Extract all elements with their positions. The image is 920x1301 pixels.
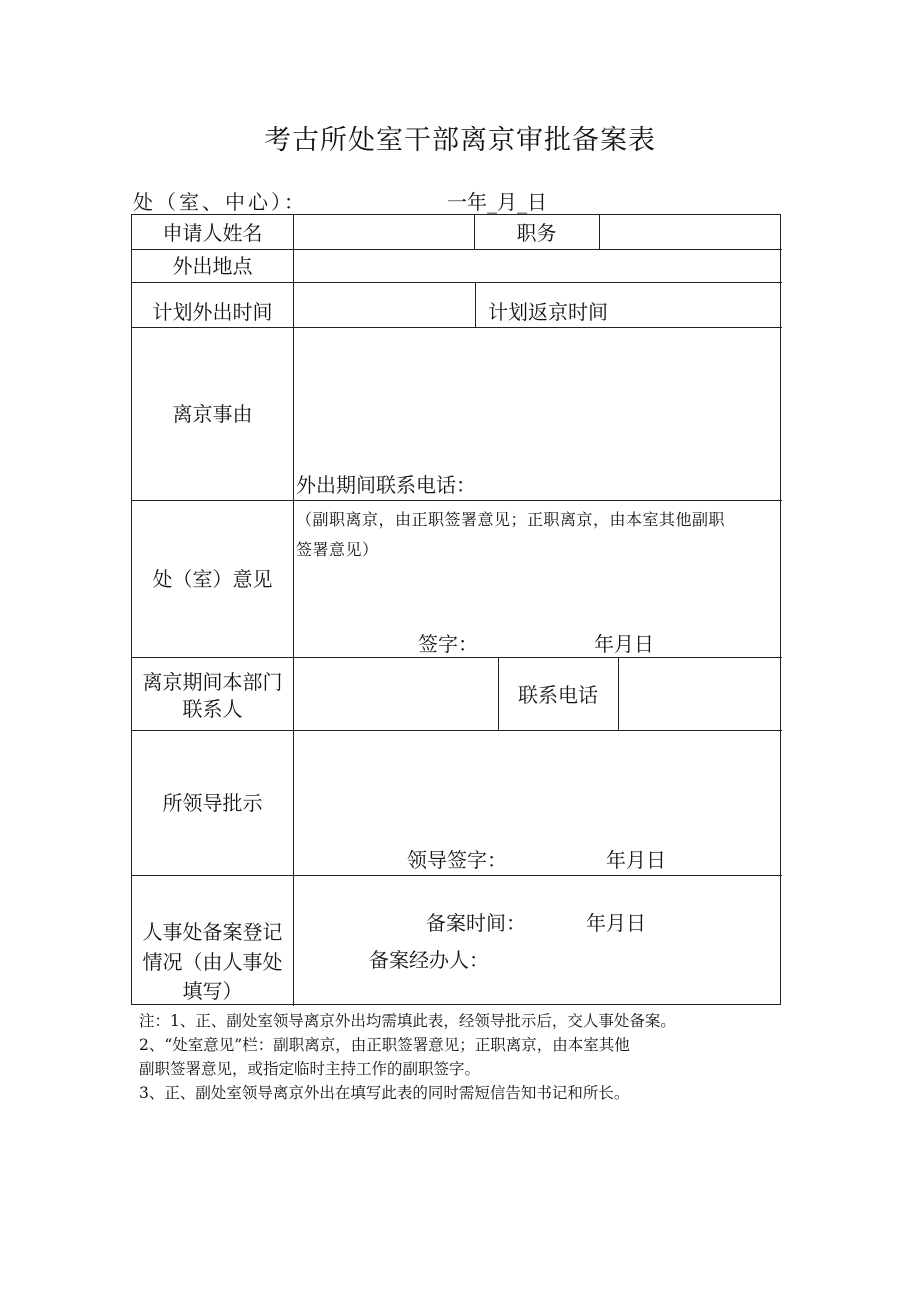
position-field[interactable]: [600, 216, 780, 248]
reason-label: 离京事由: [172, 402, 253, 426]
form-title: 考古所处室干部离京审批备案表: [264, 125, 656, 156]
approval-form-table: [131, 214, 781, 1005]
leader-signature-date: 年月日: [606, 848, 666, 872]
dept-opinion-label: 处（室）意见: [152, 567, 273, 591]
record-time-date: 年月日: [586, 911, 646, 935]
contact-phone-label: 联系电话: [518, 683, 598, 707]
note-line: 3、正、副处室领导离京外出在填写此表的同时需短信告知书记和所长。: [139, 1084, 630, 1102]
department-label: 处（室、中心）：: [133, 190, 307, 214]
column-divider: [475, 282, 476, 327]
applicant-name-field[interactable]: [294, 216, 473, 248]
dept-contact-field[interactable]: [294, 658, 497, 729]
dept-opinion-field[interactable]: [294, 565, 780, 625]
record-handler-label: 备案经办人：: [369, 948, 489, 972]
signature-date: 年月日: [594, 632, 654, 656]
destination-label: 外出地点: [172, 254, 253, 278]
note-line: 注：1、正、副处室领导离京外出均需填此表，经领导批示后，交人事处备案。: [139, 1012, 676, 1030]
row-divider: [132, 500, 782, 501]
planned-departure-label: 计划外出时间: [152, 300, 273, 324]
contact-phone-field[interactable]: [619, 658, 780, 729]
planned-return-label: 计划返京时间: [488, 300, 608, 324]
note-line: 2、“处室意见”栏：副职离京，由正职签署意见；正职离京，由本室其他: [139, 1036, 630, 1054]
hr-record-label: 人事处备案登记: [142, 920, 283, 944]
dept-contact-label: 联系人: [182, 697, 243, 721]
notes-section: [139, 1009, 676, 1105]
contact-phone-during-label: 外出期间联系电话：: [296, 473, 476, 497]
dept-contact-label: 离京期间本部门: [142, 670, 283, 694]
planned-departure-field[interactable]: [294, 283, 474, 326]
leader-signature-label: 领导签字：: [407, 848, 507, 872]
applicant-name-label: 申请人姓名: [162, 221, 263, 245]
hr-record-label: 填写）: [182, 979, 243, 1003]
destination-field[interactable]: [294, 250, 780, 281]
row-divider: [132, 875, 782, 876]
note-line: 副职签署意见，或指定临时主持工作的副职签字。: [139, 1060, 481, 1078]
signature-label: 签字：: [418, 632, 478, 656]
header-date: 一年_月_日: [447, 190, 547, 214]
record-time-label: 备案时间：: [426, 911, 526, 935]
dept-opinion-note: （副职离京，由正职签署意见；正职离京，由本室其他副职: [296, 510, 726, 529]
leader-approval-label: 所领导批示: [162, 791, 263, 815]
leader-approval-field[interactable]: [294, 731, 780, 841]
reason-field[interactable]: [294, 328, 780, 468]
position-label: 职务: [516, 221, 557, 245]
hr-record-label: 情况（由人事处: [142, 950, 283, 974]
dept-opinion-note: 签署意见）: [296, 540, 379, 559]
